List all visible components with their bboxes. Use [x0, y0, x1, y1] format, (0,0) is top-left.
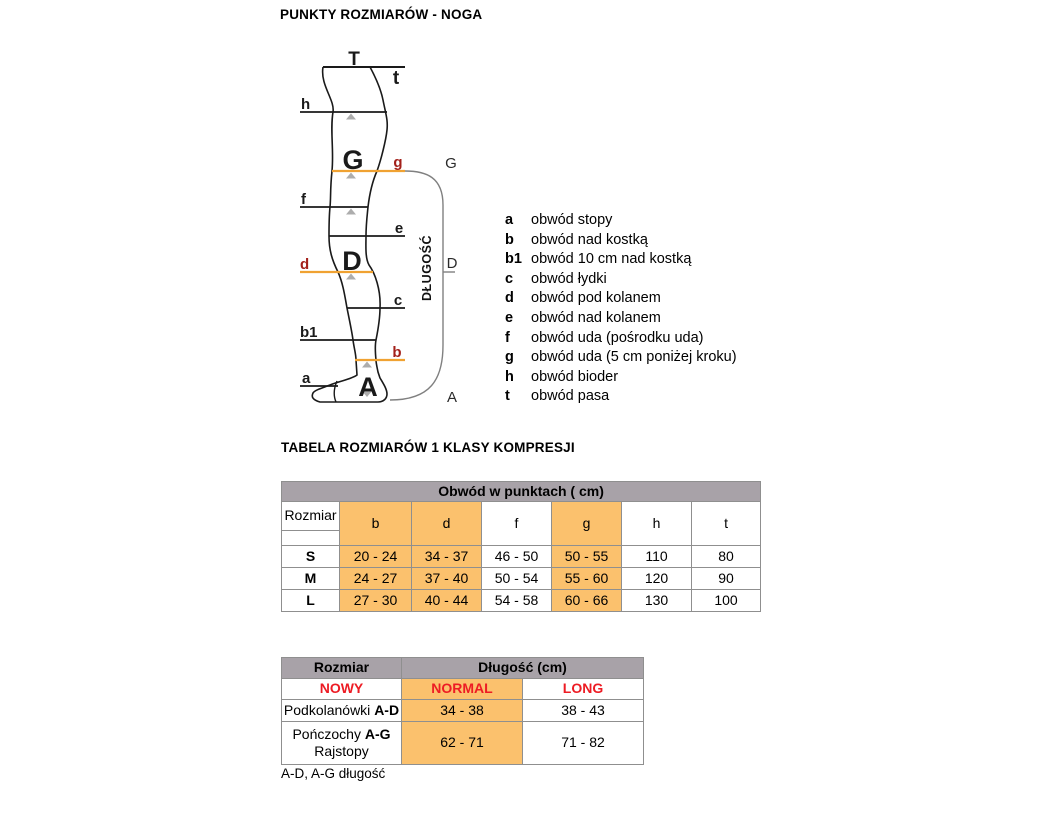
- legend-item: [505, 329, 737, 349]
- measurement-legend: [505, 211, 737, 407]
- legend-text: obwód pod kolanem: [531, 290, 661, 307]
- cell-normal: 34 - 38: [402, 700, 523, 722]
- footnote: A-D, A-G długość: [281, 766, 386, 781]
- legend-text: obwód 10 cm nad kostką: [531, 251, 692, 268]
- col-header-g: g: [552, 502, 622, 546]
- size-table-corner-empty: [282, 531, 340, 546]
- legend-item: [505, 387, 737, 407]
- label-b: b: [392, 344, 402, 361]
- label-e: e: [394, 220, 404, 237]
- legend-text: obwód pasa: [531, 388, 610, 405]
- legend-key: t: [505, 388, 510, 405]
- label-g: g: [393, 154, 403, 171]
- label-d: d: [300, 256, 310, 273]
- legend-key: b1: [505, 251, 522, 268]
- label-D-side: D: [446, 255, 458, 272]
- size-label: M: [282, 568, 340, 590]
- col-header-d: d: [412, 502, 482, 546]
- cell-t: 100: [692, 590, 761, 612]
- table-row: [282, 568, 761, 590]
- cell-d: 40 - 44: [412, 590, 482, 612]
- cell-long: 38 - 43: [523, 700, 644, 722]
- legend-key: a: [505, 212, 514, 228]
- label-t: t: [392, 68, 400, 89]
- length-bracket: [390, 171, 443, 400]
- cell-d: 37 - 40: [412, 568, 482, 590]
- legend-key: f: [505, 329, 510, 346]
- size-table-title: TABELA ROZMIARÓW 1 KLASY KOMPRESJI: [281, 440, 575, 455]
- label-A-side: A: [446, 389, 458, 406]
- product-label: Podkolanówki A-D: [282, 700, 402, 722]
- legend-text: obwód nad kolanem: [531, 309, 661, 326]
- legend-key: e: [505, 309, 514, 326]
- length-axis-label: DŁUGOŚĆ: [420, 235, 434, 301]
- legend-item: [505, 289, 737, 309]
- legend-key: c: [505, 270, 514, 287]
- cell-h: 120: [622, 568, 692, 590]
- page-title: PUNKTY ROZMIARÓW - NOGA: [280, 7, 483, 22]
- legend-item: [505, 211, 737, 231]
- cell-b: 20 - 24: [340, 546, 412, 568]
- label-h: h: [301, 96, 311, 113]
- size-label: S: [282, 546, 340, 568]
- cell-long: 71 - 82: [523, 722, 644, 765]
- size-label: L: [282, 590, 340, 612]
- cell-g: 50 - 55: [552, 546, 622, 568]
- label-f: f: [301, 191, 306, 208]
- label-A-big: A: [358, 372, 378, 402]
- variant-long: LONG: [523, 679, 644, 700]
- size-table: [281, 481, 761, 612]
- legend-key: b: [505, 231, 514, 248]
- cell-h: 130: [622, 590, 692, 612]
- product-label: Pończochy A-G Rajstopy: [282, 722, 402, 765]
- legend-text: obwód uda (5 cm poniżej kroku): [531, 349, 737, 366]
- cell-f: 46 - 50: [482, 546, 552, 568]
- legend-key: g: [505, 349, 514, 366]
- legend-text: obwód uda (pośrodku uda): [531, 329, 704, 346]
- legend-key: h: [505, 368, 514, 385]
- cell-h: 110: [622, 546, 692, 568]
- marker-triangle-h: [346, 114, 356, 120]
- variant-nowy: NOWY: [282, 679, 402, 700]
- cell-normal: 62 - 71: [402, 722, 523, 765]
- legend-text: obwód łydki: [531, 270, 607, 287]
- legend-key: d: [505, 290, 514, 307]
- legend-item: [505, 309, 737, 329]
- col-header-h: h: [622, 502, 692, 546]
- legend-item: [505, 270, 737, 290]
- cell-g: 55 - 60: [552, 568, 622, 590]
- table-row: [282, 700, 644, 722]
- variant-normal: NORMAL: [402, 679, 523, 700]
- cell-t: 80: [692, 546, 761, 568]
- legend-item: [505, 250, 737, 270]
- label-G-big: G: [342, 145, 364, 175]
- label-c: c: [393, 292, 403, 309]
- legend-text: obwód stopy: [531, 212, 613, 228]
- label-D-big: D: [342, 246, 362, 276]
- table-row: [282, 590, 761, 612]
- cell-f: 54 - 58: [482, 590, 552, 612]
- label-a: a: [302, 370, 311, 387]
- label-b1: b1: [300, 324, 318, 341]
- col-header-b: b: [340, 502, 412, 546]
- col-header-t: t: [692, 502, 761, 546]
- cell-b: 27 - 30: [340, 590, 412, 612]
- marker-triangle-f: [346, 209, 356, 215]
- legend-text: obwód nad kostką: [531, 231, 648, 248]
- cell-f: 50 - 54: [482, 568, 552, 590]
- cell-g: 60 - 66: [552, 590, 622, 612]
- cell-b: 24 - 27: [340, 568, 412, 590]
- cell-d: 34 - 37: [412, 546, 482, 568]
- length-table-length-header: Długość (cm): [402, 658, 644, 679]
- legend-item: [505, 368, 737, 388]
- marker-triangle-b: [362, 362, 372, 368]
- length-table-size-header: Rozmiar: [282, 658, 402, 679]
- size-table-header: Obwód w punktach ( cm): [282, 482, 761, 502]
- label-T: T: [348, 49, 360, 70]
- table-row: [282, 546, 761, 568]
- label-G-side: G: [445, 155, 457, 172]
- table-row: [282, 722, 644, 765]
- length-table: [281, 657, 644, 765]
- legend-item: [505, 231, 737, 251]
- legend-text: obwód bioder: [531, 368, 619, 385]
- legend-item: [505, 348, 737, 368]
- col-header-f: f: [482, 502, 552, 546]
- leg-measurement-diagram: [280, 45, 480, 425]
- size-table-corner: Rozmiar: [282, 502, 340, 531]
- cell-t: 90: [692, 568, 761, 590]
